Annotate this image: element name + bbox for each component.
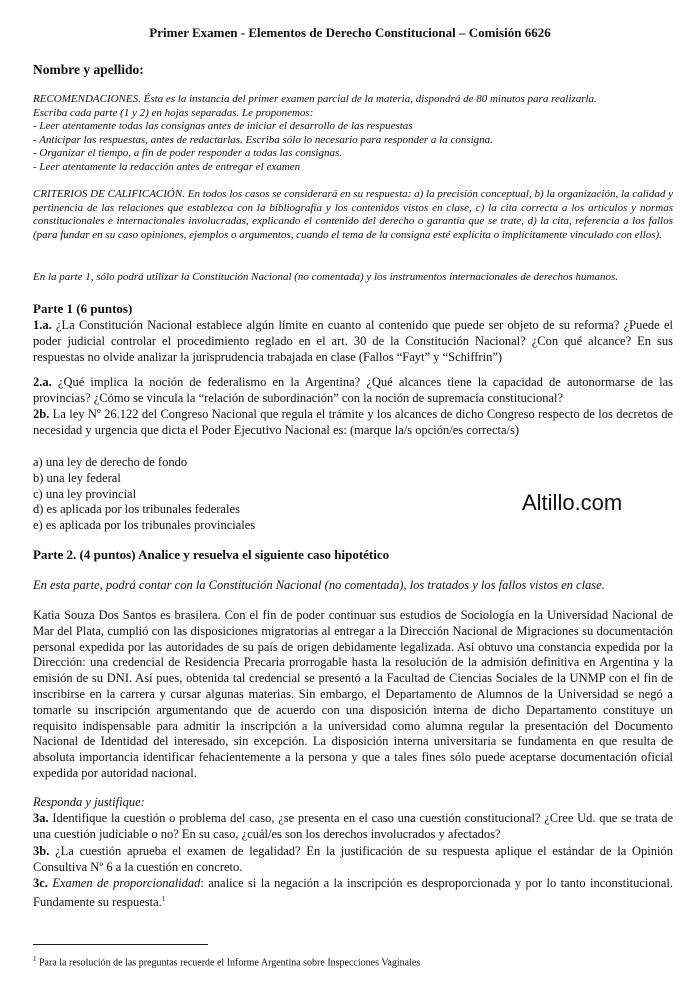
question-2a: [33, 375, 673, 407]
question-text: ¿Qué implica la noción de federalismo en la Argentina? ¿Qué alcances tiene la capacidad de autonormarse de las provincias? ¿Cómo se vincula la “relación de subordinación” con la noción de supremacía constitucional?: [33, 375, 673, 405]
question-text: Identifique la cuestión o problema del caso, ¿se presenta en el caso una cuestión constitucional? ¿Cree Ud. que se trata de una cuestión judiciable o no? En su caso, ¿cuál/es son los derechos involucrados y afectados?: [33, 811, 673, 841]
recommendations-block: [33, 93, 673, 175]
question-text: ¿La Constitución Nacional establece algún límite en cuanto al contenido que puede ser objeto de su reforma? ¿Puede el poder judicial controlar el procedimiento reglado en el art. 30 de la Constitución Nacional? ¿Con qué alcance? En sus respuestas no olvide analizar la jurisprudencia trabajada en clase (Fallos “Fayt” y “Schiffrin”): [33, 318, 673, 364]
question-number: 3b.: [33, 844, 50, 858]
question-3c: [33, 876, 673, 911]
question-text: ¿La cuestión aprueba el examen de legalidad? En la justificación de su respuesta aplique el estándar de la Opinión Consultiva Nº 6 a la cuestión en concreto.: [33, 844, 673, 874]
recommendation-line: Escriba cada parte (1 y 2) en hojas separadas. Le proponemos:: [33, 106, 314, 119]
footnote-mark: 1: [33, 955, 37, 963]
recommendation-line: - Leer atentamente la redacción antes de entregar el examen: [33, 160, 301, 173]
option-item: b) una ley federal: [33, 470, 121, 485]
page-title: Primer Examen - Elementos de Derecho Constitucional – Comisión 6626: [149, 25, 551, 40]
question-1a: [33, 318, 673, 365]
part2-heading: Parte 2. (4 puntos) Analice y resuelva el siguiente caso hipotético: [33, 547, 390, 562]
question-number: 2b.: [33, 407, 50, 421]
recommendation-line: - Organizar el tiempo, a fin de poder responder a todas las consignas.: [33, 147, 343, 160]
option-item: a) una ley de derecho de fondo: [33, 455, 188, 469]
name-label: Nombre y apellido:: [33, 62, 144, 77]
part1-note: En la parte 1, sólo podrá utilizar la Constitución Nacional (no comentada) y los instrumentos internacionales de derechos humanos.: [33, 271, 618, 283]
question-3b: [33, 844, 673, 876]
recommendation-line: - Anticipar las respuestas, antes de redactarlas. Escriba sólo lo necesario para responder a la consigna.: [33, 133, 493, 146]
recommendation-line: - Leer atentamente todas las consignas antes de iniciar el desarrollo de las respuestas: [33, 120, 413, 133]
watermark: Altillo.com: [522, 490, 623, 515]
question-3a: [33, 811, 673, 843]
option-item: c) una ley provincial: [33, 486, 137, 501]
question-number: 2.a.: [33, 375, 52, 389]
criteria-text: CRITERIOS DE CALIFICACIÓN. En todos los casos se considerará en su respuesta: a) la precisión conceptual, b) la organización, la calidad y pertinencia de las relaciones que establezca con la bibliografía y los contenidos vistos en clase, c) la cita correcta a los artículos y normas constitucionales e internacionales involucradas, explicando el contenido del derecho o garantía que se trate, d) la cita, referencia a los fallos (para fundar en su caso opiniones, ejemplos o argumentos, cuando el tema de la consigna esté explícita o implícitamente vinculado con ellos).: [33, 188, 673, 241]
question-number: 1.a.: [33, 318, 52, 332]
option-item: d) es aplicada por los tribunales federales: [33, 502, 240, 517]
part1-heading: Parte 1 (6 puntos): [33, 301, 133, 316]
question-text: : analice si la negación a la inscripción es desproporcionada y por lo tanto inconstitucional. Fundamente su respuesta.: [33, 876, 673, 909]
footnote-divider: [33, 944, 208, 945]
question-2b: [33, 407, 673, 439]
recommendation-line: RECOMENDACIONES. Ésta es la instancia del primer examen parcial de la materia, dispondrá de 80 minutos para realizarla.: [33, 93, 597, 105]
grading-criteria: [33, 188, 673, 242]
option-item: e) es aplicada por los tribunales provinciales: [33, 518, 256, 533]
part2-note: En esta parte, podrá contar con la Constitución Nacional (no comentada), los tratados y los fallos vistos en clase.: [33, 578, 605, 592]
case-paragraph: Katia Souza Dos Santos es brasilera. Con el fin de poder continuar sus estudios de Sociología en la Universidad Nacional de Mar del Plata, cumplió con las disposiciones migratorias al entregar a la Dirección Nacional de Migraciones su documentación personal expedida por las autoridades de su país de origen debidamente legalizada. Así obtuvo una constancia expedida por la Dirección: una credencial de Residencia Precaria prorrogable hasta la resolución de la admisión definitiva en Argentina y la emisión de su DNI. Así pues, obtenida tal credencial se presentó a la Facultad de Ciencias Sociales de la UNMP con el fin de inscribirse en la carrera y cursar algunas materias. Sin embargo, el Departamento de Alumnos de la Universidad se negó a tomarle su inscripción argumentando que de acuerdo con una disposición interna de dicho Departamento constituye un requisito indispensable para admitir la inscripción a la universidad como alumna regular la presentación del Documento Nacional de Identidad del interesado, sin excepción. La disposición interna universitaria se fundamenta en que resulta de absoluta importancia identificar fehacientemente a la persona y que a tales fines sólo puede aceptarse documentación oficial expedida por autoridad nacional.: [33, 608, 673, 780]
question-number: 3c.: [33, 876, 48, 890]
case-text: [33, 608, 673, 782]
question-emphasis: Examen de proporcionalidad: [47, 876, 201, 890]
footnote: [33, 955, 420, 968]
question-text: La ley Nº 26.122 del Congreso Nacional que regula el trámite y los alcances de dicho Congreso respecto de los decretos de necesidad y urgencia que dicta el Poder Ejecutivo Nacional es: (marque la/s opción/es correcta/s): [33, 407, 673, 437]
question-number: 3a.: [33, 811, 49, 825]
footnote-ref: 1: [161, 894, 166, 903]
footnote-text: Para la resolución de las preguntas recuerde el Informe Argentina sobre Inspecciones Vaginales: [36, 957, 421, 969]
respond-label: Responda y justifique:: [33, 795, 145, 809]
